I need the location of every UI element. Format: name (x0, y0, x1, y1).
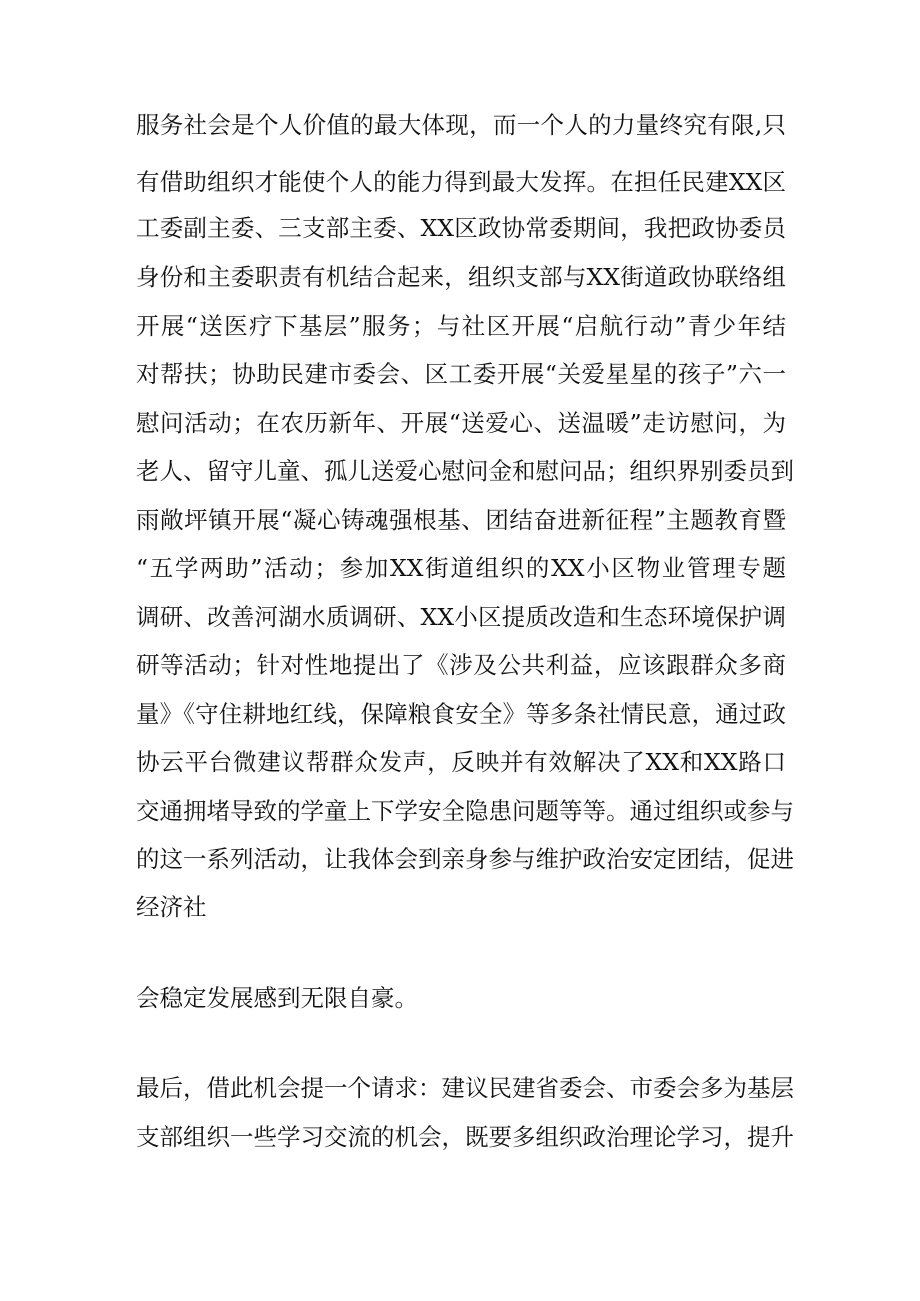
text-line: 的这一系列活动，让我体会到亲身参与维护政治安定团结，促进 (136, 845, 794, 873)
text-line: 交通拥堵导致的学童上下学安全隐患问题等等。通过组织或参与 (136, 797, 794, 825)
text-line: 研等活动；针对性地提出了《涉及公共利益，应该跟群众多商 (136, 651, 786, 679)
text-line: 经济社 (136, 893, 207, 921)
text-line: 工委副主委、三支部主委、XX区政协常委期间，我把政协委员 (136, 214, 786, 242)
text-line: 最后，借此机会提一个请求：建议民建省委会、市委会多为基层 (136, 1074, 794, 1102)
text-line: 有借助组织才能使个人的能力得到最大发挥。在担任民建XX区 (136, 168, 786, 196)
text-line: 支部组织一些学习交流的机会，既要多组织政治理论学习，提升 (136, 1123, 794, 1151)
text-line: 协云平台微建议帮群众发声，反映并有效解决了XX和XX路口 (136, 748, 786, 776)
text-line: 老人、留守儿童、孤儿送爱心慰问金和慰问品；组织界别委员到 (136, 457, 794, 485)
text-line: 调研、改善河湖水质调研、XX小区提质改造和生态环境保护调 (136, 603, 786, 631)
text-line: 雨敞坪镇开展“凝心铸魂强根基、团结奋进新征程”主题教育暨 (136, 506, 786, 534)
text-line: 服务社会是个人价值的最大体现，而一个人的力量终究有限,只 (136, 111, 786, 139)
text-line: 慰问活动；在农历新年、开展“送爱心、送温暖”走访慰问，为 (136, 409, 786, 437)
text-line: 身份和主委职责有机结合起来，组织支部与XX街道政协联络组 (136, 263, 786, 291)
text-line: 开展“送医疗下基层”服务；与社区开展“启航行动”青少年结 (136, 312, 786, 340)
text-line: 对帮扶；协助民建市委会、区工委开展“关爱星星的孩子”六一 (136, 360, 786, 388)
text-line: “五学两助”活动；参加XX街道组织的XX小区物业管理专题 (136, 554, 786, 582)
text-line: 量》《守住耕地红线，保障粮食安全》等多条社情民意，通过政 (136, 700, 786, 728)
text-line: 会稳定发展感到无限自豪。 (136, 984, 418, 1012)
